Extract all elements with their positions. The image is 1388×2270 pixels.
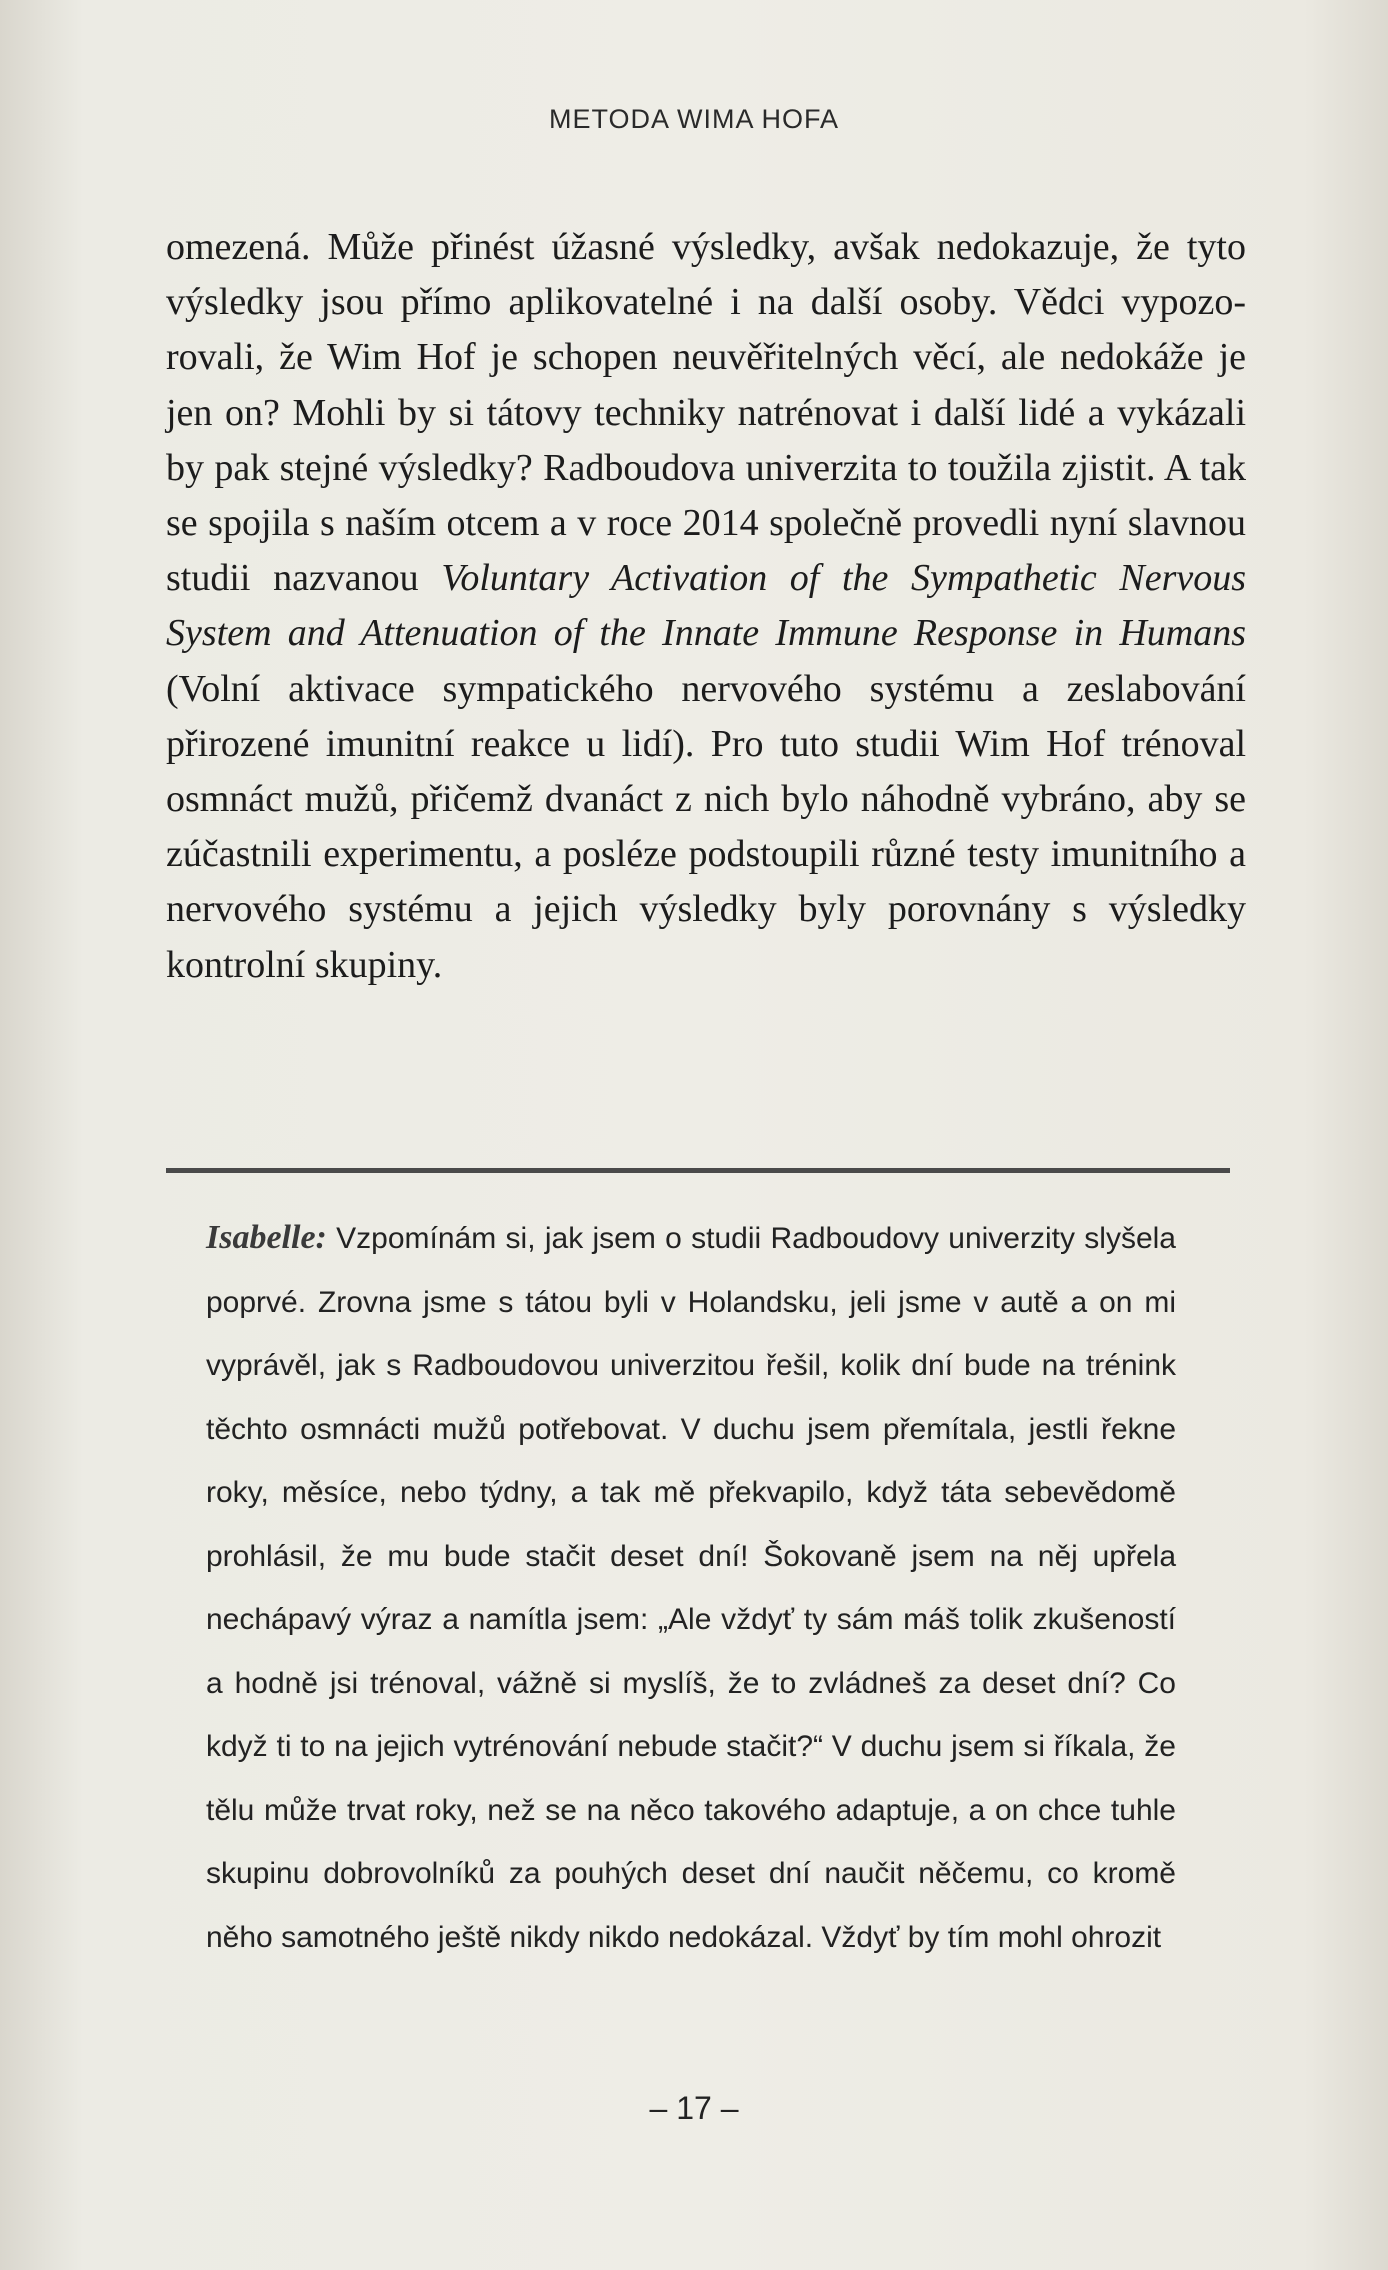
main-paragraph-text-start: omezená. Může přinést úžasné výsledky, avšak nedokazuje, že tyto výsledky jsou přímo aplikovatelné i na další osoby. Vědci vypozorovali, že Wim Hof je schopen neuvěřitelných věcí, ale nedokáže je jen on? Mohli by si tátovy techniky natrénovat i další lidé a vykázali by pak stejné výsledky? Radboudova univerzita to toužila zjistit. A tak se spojila s naším otcem a v roce 2014 společně provedli nyní slavnou studii nazvanou <box>166 226 1246 600</box>
sidebar-quote <box>206 1206 1176 1969</box>
sidebar-quote-text: Vzpomínám si, jak jsem o studii Radboudovy univerzity slyšela poprvé. Zrovna jsme s tátou byli v Holandsku, jeli jsme v autě a on mi vyprávěl, jak s Radboudovou univerzitou řešil, kolik dní bude na trénink těchto osmnácti mužů potřebovat. V duchu jsem přemítala, jestli řekne roky, měsíce, nebo týdny, a tak mě překvapilo, když táta sebevědomě prohlásil, že mu bude stačit deset dní! Šokovaně jsem na něj upřela nechápavý výraz a namítla jsem: „Ale vždyť ty sám máš tolik zkušeností a hodně jsi trénoval, vážně si myslíš, že to zvládneš za deset dní? Co když ti to na jejich vytrénování nebude stačit?“ V duchu jsem si říkala, že tělu může trvat roky, než se na něco takového adaptuje, a on chce tuhle skupinu dobrovolníků za pouhých deset dní naučit něčemu, co kromě něho samotného ještě nikdy nikdo nedokázal. Vždyť by tím mohl ohrozit <box>206 1222 1176 1954</box>
running-head: METODA WIMA HOFA <box>548 104 840 134</box>
study-title: Voluntary Activation of the Sympathetic Nervous System and Attenuation of the Innate Immune Response in Humans <box>166 557 1247 655</box>
speaker-name: Isabelle: <box>206 1219 327 1256</box>
main-paragraph <box>166 220 1246 993</box>
main-paragraph-text-end: (Volní aktivace sympatického nervového systému a zeslabování přirozené imunitní reakce u lidí). Pro tuto studii Wim Hof trénoval osmnáct mužů, přičemž dvanáct z nich bylo náhodně vybráno, aby se zúčastnili experimentu, a posléze podstoupili různé testy imunitního a nervového systému a jejich výsledky byly porovnány s výsledky kontrolní skupiny. <box>166 667 1246 986</box>
page-number: – 17 – <box>649 2090 739 2126</box>
section-divider <box>166 1168 1230 1173</box>
